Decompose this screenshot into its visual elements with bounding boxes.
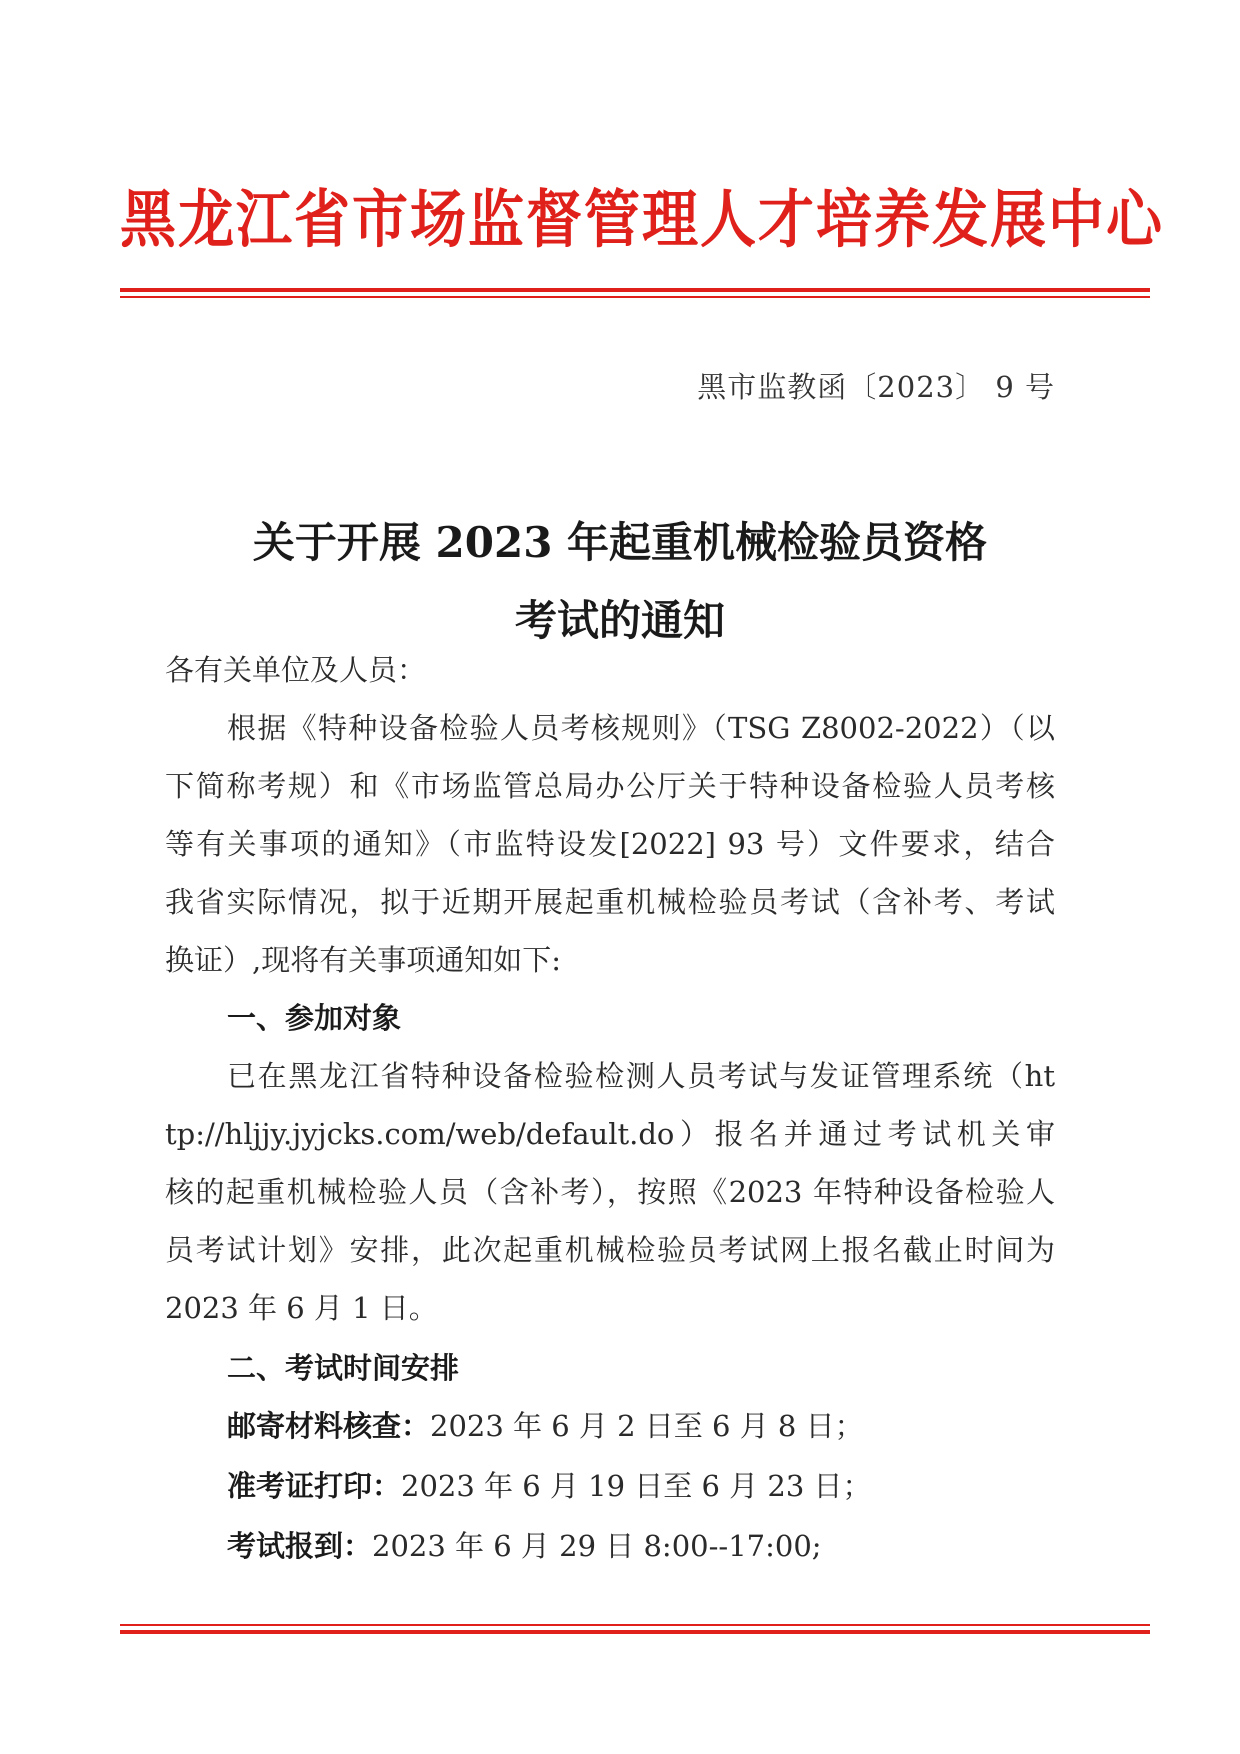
document-title-line-2: 考试的通知 xyxy=(514,596,725,645)
intro-line: 等有关事项的通知》（市监特设发[2022] 93 号）文件要求，结合 xyxy=(165,827,1055,861)
schedule-item-label: 邮寄材料核查： xyxy=(227,1409,431,1443)
document-number: 黑市监教函〔2023〕 9 号 xyxy=(697,370,1055,404)
section-2-heading: 二、考试时间安排 xyxy=(227,1351,460,1385)
intro-line: 换证）,现将有关事项通知如下: xyxy=(165,943,561,977)
organization-header: 黑龙江省市场监督管理人才培养发展中心 xyxy=(120,182,1164,257)
schedule-item-value: 2023 年 6 月 19 日至 6 月 23 日； xyxy=(401,1469,872,1503)
footer-red-rule-thick xyxy=(120,1630,1150,1634)
document-title-line-1: 关于开展 2023 年起重机械检验员资格 xyxy=(252,518,988,567)
footer-red-rule-thin xyxy=(120,1624,1150,1626)
header-red-rule-thick xyxy=(120,288,1150,292)
section-1-line: tp://hljjy.jyjcks.com/web/default.do）报名并通过考试机关审 xyxy=(165,1117,1055,1151)
intro-line: 根据《特种设备检验人员考核规则》（TSG Z8002-2022）（以 xyxy=(227,711,1055,745)
header-red-rule-thin xyxy=(120,296,1150,298)
salutation: 各有关单位及人员： xyxy=(165,653,427,687)
intro-line: 我省实际情况，拟于近期开展起重机械检验员考试（含补考、考试 xyxy=(165,885,1055,919)
schedule-item-value: 2023 年 6 月 2 日至 6 月 8 日； xyxy=(430,1409,864,1443)
schedule-item-value: 2023 年 6 月 29 日 8:00--17:00; xyxy=(372,1529,822,1563)
schedule-item-exam-checkin xyxy=(227,1516,822,1576)
section-1-heading: 一、参加对象 xyxy=(227,1001,402,1035)
schedule-item-label: 准考证打印： xyxy=(227,1469,402,1503)
section-1-line: 2023 年 6 月 1 日。 xyxy=(165,1291,438,1325)
section-1-line: 核的起重机械检验人员（含补考），按照《2023 年特种设备检验人 xyxy=(165,1175,1055,1209)
schedule-item-admission-ticket xyxy=(227,1456,872,1516)
section-1-line: 已在黑龙江省特种设备检验检测人员考试与发证管理系统（ht xyxy=(227,1059,1055,1093)
schedule-item-label: 考试报到： xyxy=(227,1529,373,1563)
section-1-line: 员考试计划》安排，此次起重机械检验员考试网上报名截止时间为 xyxy=(165,1233,1055,1267)
schedule-item-material-check xyxy=(227,1396,864,1456)
intro-line: 下简称考规）和《市场监管总局办公厅关于特种设备检验人员考核 xyxy=(165,769,1055,803)
